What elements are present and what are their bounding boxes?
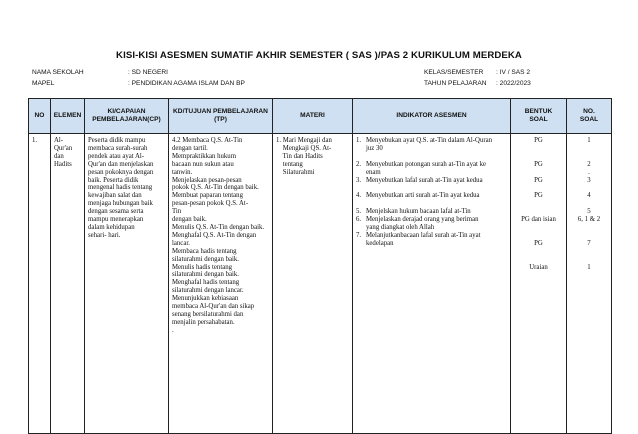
- cell-line: Silaturahmi: [276, 168, 315, 176]
- header-nosoal-line2: SOAL: [579, 116, 599, 123]
- indicator-number: 3.: [356, 176, 362, 184]
- indicator-number: 6.: [356, 216, 362, 224]
- cell-line: [514, 200, 563, 208]
- indicator-line: Melanjutkanbacaan lafal surah at-Tin ayat: [366, 231, 481, 239]
- header-bentuk-line1: BENTUK: [524, 108, 553, 116]
- cell-line: Qur'an dan menjelaskan: [88, 160, 154, 168]
- cell-line: [514, 248, 563, 256]
- indicator-item: [356, 192, 507, 200]
- cell-line: Al-Qur'an: [54, 137, 73, 152]
- class-value: : IV / SAS 2: [496, 69, 531, 76]
- cell-line: [514, 232, 563, 240]
- cell-line: tentang: [276, 160, 303, 168]
- cell-line: PG: [534, 176, 543, 184]
- indicator-line: Menjelskan hukum bacaan lafal at-Tin: [366, 208, 471, 216]
- cell-line: [514, 153, 563, 161]
- header-cp: [85, 99, 169, 134]
- cell-line: silaturahmi dengan lancar.: [172, 287, 244, 295]
- header-materi: MATERI: [273, 99, 353, 134]
- cell-line: senang bersilaturahmi dan: [172, 310, 244, 318]
- indicator-list: [356, 137, 507, 248]
- indicator-text: [366, 208, 471, 216]
- school-label: NAMA SEKOLAH: [32, 69, 84, 76]
- cell-cp: [85, 134, 169, 434]
- cell-line: Menjelaskan pesan-pesan: [172, 176, 242, 184]
- cell-line: Uraian: [529, 263, 548, 271]
- indicator-line: Menyebukan ayat Q.S. at-Tin dalam Al-Quran: [366, 137, 493, 144]
- indicator-number: 5.: [356, 208, 362, 216]
- cell-line: Menulis hadis tentang: [172, 263, 233, 271]
- cell-line: [570, 248, 608, 256]
- header-no: NO: [29, 99, 51, 134]
- cell-line: bacaan nun sukun atau: [172, 160, 234, 168]
- header-elemen: ELEMEN: [51, 99, 85, 134]
- cell-line: 3: [587, 176, 591, 184]
- cell-line: PG: [534, 137, 543, 144]
- header-bentuk: [511, 99, 567, 134]
- cell-line: membaca surah-surah: [88, 144, 148, 152]
- header-cp-line1: KI/CAPAIAN: [107, 108, 146, 116]
- cell-line: 5: [587, 208, 591, 216]
- cell-line: 1: [587, 137, 591, 144]
- cell-line: Menghafal Q.S. At-Tin dengan: [172, 231, 257, 239]
- indicator-number: 2.: [356, 160, 362, 168]
- cell-line: [570, 232, 608, 240]
- cell-line: 7: [587, 239, 591, 247]
- cell-line: menjaga hubungan baik: [88, 200, 153, 208]
- indicator-text: [366, 216, 478, 232]
- header-nosoal-line1: NO.: [583, 108, 595, 116]
- cell-line: pesan pokoknya dengan: [88, 168, 154, 176]
- indicator-line: enam: [366, 168, 381, 176]
- cell-line: .: [172, 326, 174, 334]
- cell-line: Mengkaji QS. At-: [276, 144, 332, 152]
- header-tp-line2: (TP): [214, 116, 227, 123]
- cell-line: Mempraktikkan hukum: [172, 152, 236, 160]
- cell-line: [514, 224, 563, 232]
- cell-line: kewajiban salat dan: [88, 192, 142, 200]
- cell-line: PG: [534, 192, 543, 200]
- indicator-item: [356, 137, 507, 153]
- cell-line: 4: [587, 192, 591, 200]
- indicator-line: yang diangkat oleh Allah: [366, 223, 435, 231]
- indicator-text: [366, 161, 486, 177]
- document-title: KISI-KISI ASESMEN SUMATIF AKHIR SEMESTER ( SAS )/PAS 2 KURIKULUM MERDEKA: [116, 50, 522, 61]
- year-value: : 2022/2023: [496, 80, 531, 87]
- indicator-item: [356, 177, 507, 185]
- indicator-line: Menyebutkan arti surah at-Tin ayat kedua: [366, 192, 480, 200]
- indicator-line: juz 30: [366, 144, 383, 152]
- cell-line: dan: [54, 152, 64, 160]
- indicator-line: Menyebutkan potongan surah at-Tin ayat ke: [366, 160, 486, 168]
- cell-line: silaturahmi dengan baik.: [172, 255, 240, 263]
- cell-line: PG: [534, 160, 543, 168]
- indicator-item: [356, 232, 507, 248]
- cell-line: Hadits: [54, 160, 72, 168]
- class-label: KELAS/SEMESTER: [424, 69, 484, 76]
- cell-line: lancar.: [172, 239, 190, 247]
- cell-line: dengan tartil.: [172, 144, 208, 152]
- cell-line: 1: [587, 263, 591, 271]
- cell-no: 1.: [29, 134, 51, 434]
- indicator-text: [366, 137, 492, 153]
- indicator-line: kedelapan: [366, 239, 394, 247]
- indicator-text: [366, 177, 483, 185]
- header-nosoal: [567, 99, 612, 134]
- cell-line: PG: [534, 239, 543, 247]
- kisi-kisi-table: [28, 98, 612, 434]
- table-row: [29, 134, 612, 434]
- indicator-text: [366, 232, 481, 248]
- cell-line: [570, 184, 608, 192]
- cell-line: [514, 208, 563, 216]
- indicator-number: 1.: [356, 137, 362, 144]
- indicator-item: [356, 208, 507, 216]
- cell-line: Menulis Q.S. At-Tin dengan baik.: [172, 223, 265, 231]
- cell-line: [570, 224, 608, 232]
- cell-line: .: [588, 168, 590, 176]
- cell-line: sehari- hari.: [88, 231, 121, 239]
- cell-line: PG dan isian: [521, 216, 556, 224]
- header-cp-line2: PEMBELAJARAN(CP): [92, 116, 161, 123]
- year-label: TAHUN PELAJARAN: [424, 80, 487, 87]
- indicator-item: [356, 161, 507, 177]
- cell-materi: [273, 134, 353, 434]
- indicator-text: [366, 192, 480, 200]
- cell-line: baik. Peserta didik: [88, 176, 139, 184]
- cell-line: mengenal hadis tentang: [88, 184, 153, 192]
- indicator-number: 7.: [356, 231, 362, 239]
- cell-line: dalam kehidupan: [88, 223, 135, 231]
- indicator-line: Menjelaskan derajad orang yang beriman: [366, 216, 479, 224]
- cell-indikator: [353, 134, 511, 434]
- cell-line: dengan sesama serta: [88, 208, 144, 216]
- cell-line: 2: [587, 160, 591, 168]
- cell-bentuk: [511, 134, 567, 434]
- cell-line: tanwin.: [172, 168, 193, 176]
- cell-line: menjalin persahabatan.: [172, 318, 235, 326]
- cell-line: Membaca hadis tentang: [172, 247, 237, 255]
- header-tp: [169, 99, 273, 134]
- cell-line: [570, 200, 608, 208]
- cell-line: [514, 169, 563, 177]
- table-header-row: [29, 99, 612, 134]
- cell-line: Menghafal hadis tentang: [172, 279, 240, 287]
- cell-line: [514, 184, 563, 192]
- cell-line: pesan-pesan pokok Q.S. At-: [172, 200, 249, 208]
- cell-line: Menunjukkan kebiasaan: [172, 295, 239, 303]
- subject-value: : PENDIDIKAN AGAMA ISLAM DAN BP: [128, 80, 245, 87]
- cell-line: pokok Q.S. At-Tin dengan baik.: [172, 184, 259, 192]
- cell-nosoal: [567, 134, 612, 434]
- cell-line: Tin dan Hadits: [276, 152, 323, 160]
- school-value: : SD NEGERI: [128, 69, 168, 76]
- cell-line: Peserta didik mampu: [88, 137, 146, 144]
- indicator-item: [356, 216, 507, 232]
- document-meta: [32, 69, 612, 89]
- cell-line: [570, 153, 608, 161]
- indicator-number: 4.: [356, 192, 362, 200]
- cell-line: Membuat paparan tentang: [172, 192, 243, 200]
- cell-line: dengan baik.: [172, 216, 207, 224]
- cell-line: [514, 145, 563, 153]
- header-bentuk-line2: SOAL: [529, 116, 548, 123]
- cell-line: pendek atau ayat Al-: [88, 152, 145, 160]
- indicator-spacer: [356, 153, 507, 161]
- cell-line: 6, 1 & 2: [577, 216, 601, 224]
- cell-line: membaca Al-Qur'an dan sikap: [172, 303, 255, 311]
- cell-line: [570, 145, 608, 153]
- cell-line: 4.2 Membaca Q.S. At-Tin: [172, 137, 243, 144]
- indicator-spacer: [356, 200, 507, 208]
- cell-line: 1. Mari Mengaji dan: [276, 137, 332, 144]
- cell-line: silaturahmi dengan baik.: [172, 271, 240, 279]
- header-indikator: INDIKATOR ASESMEN: [353, 99, 511, 134]
- indicator-line: Menyebutkan lafal surah at-Tin ayat kedua: [366, 176, 483, 184]
- subject-label: MAPEL: [32, 80, 55, 87]
- cell-tp: [169, 134, 273, 434]
- cell-line: Tin: [172, 208, 182, 216]
- cell-line: mampu menerapkan: [88, 216, 144, 224]
- cell-elemen: [51, 134, 85, 434]
- header-tp-line1: KD/TUJUAN PEMBELAJARAN: [173, 108, 268, 116]
- cell-line: [570, 256, 608, 264]
- cell-line: [514, 256, 563, 264]
- indicator-spacer: [356, 184, 507, 192]
